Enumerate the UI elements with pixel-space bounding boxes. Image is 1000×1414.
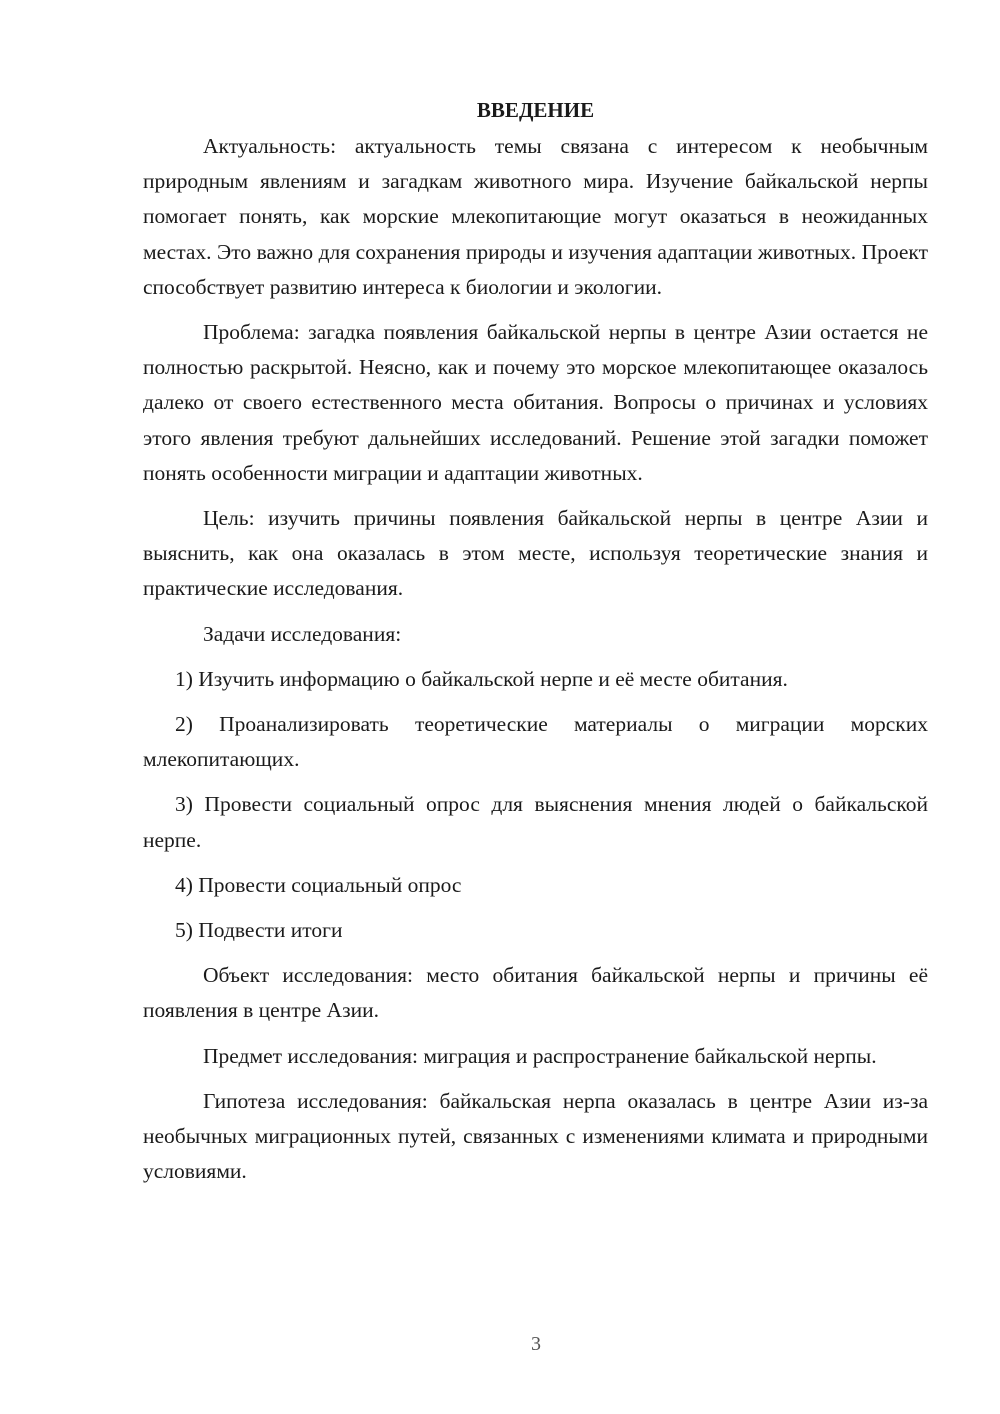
paragraph-object: Объект исследования: место обитания байкальской нерпы и причины её появления в центре Азии. [143, 963, 928, 1023]
paragraph-hypothesis: Гипотеза исследования: байкальская нерпа оказалась в центре Азии из-за необычных миграционных путей, связанных с изменениями климата и природными условиями. [143, 1088, 928, 1184]
task-item-1: 1) Изучить информацию о байкальской нерпе и её месте обитания. [175, 666, 788, 691]
task-item-3: 3) Провести социальный опрос для выяснения мнения людей о байкальской нерпе. [143, 792, 928, 852]
tasks-heading: Задачи исследования: [203, 621, 402, 646]
paragraph-goal: Цель: изучить причины появления байкальской нерпы в центре Азии и выяснить, как она оказалась в этом месте, используя теоретические знания и практические исследования. [143, 506, 928, 601]
task-item-2: 2) Проанализировать теоретические материалы о миграции морских млекопитающих. [143, 712, 928, 772]
document-body [143, 93, 928, 1199]
section-title: ВВЕДЕНИЕ [476, 98, 595, 122]
task-item-5: 5) Подвести итоги [175, 918, 343, 943]
paragraph-problem: Проблема: загадка появления байкальской нерпы в центре Азии остается не полностью раскрытой. Неясно, как и почему это морское млекопитающее оказалось далеко от своего естественного места обитания. Вопросы о причинах и условиях этого явления требуют дальнейших исследований. Решение этой загадки поможет понять особенности миграции и адаптации животных. [143, 320, 928, 485]
paragraph-relevance: Актуальность: актуальность темы связана с интересом к необычным природным явлениям и загадкам животного мира. Изучение байкальской нерпы помогает понять, как морские млекопитающие могут оказаться в неожиданных местах. Это важно для сохранения природы и изучения адаптации животных. Проект способствует развитию интереса к биологии и экологии. [143, 134, 928, 299]
paragraph-subject: Предмет исследования: миграция и распространение байкальской нерпы. [203, 1043, 877, 1068]
task-item-4: 4) Провести социальный опрос [175, 872, 462, 897]
page-number: 3 [531, 1333, 541, 1355]
